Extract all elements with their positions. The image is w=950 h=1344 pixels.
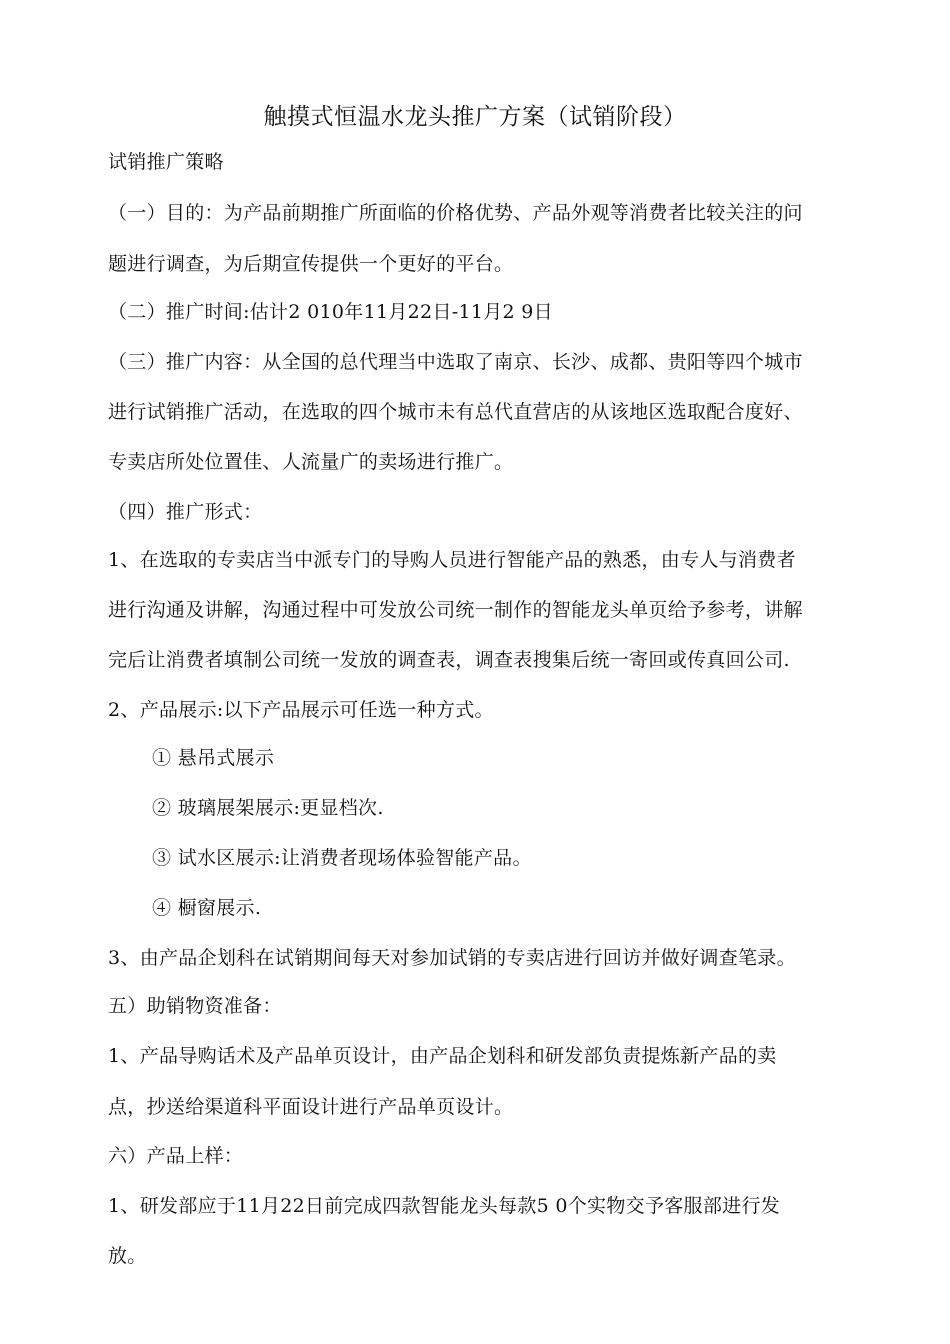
document-title: 触摸式恒温水龙头推广方案（试销阶段） [263,104,687,130]
paragraph-line: 完后让消费者填制公司统一发放的调查表，调查表搜集后统一寄回或传真回公司. [108,649,790,671]
paragraph-line: （一）目的：为产品前期推广所面临的价格优势、产品外观等消费者比较关注的问 [108,202,803,224]
paragraph-line: 进行沟通及讲解，沟通过程中可发放公司统一制作的智能龙头单页给予参考，讲解 [108,599,803,621]
paragraph-line: （四）推广形式： [108,501,263,523]
paragraph-line: 六）产品上样： [108,1145,244,1167]
list-item: ① 悬吊式展示 [152,747,275,769]
paragraph-line: 1、研发部应于11月22日前完成四款智能龙头每款5 0个实物交予客服部进行发 [108,1195,781,1217]
paragraph-line: 1、产品导购话术及产品单页设计，由产品企划科和研发部负责提炼新产品的卖 [108,1045,777,1067]
paragraph-line: 专卖店所处位置佳、人流量广的卖场进行推广。 [108,451,514,473]
paragraph-line: （三）推广内容：从全国的总代理当中选取了南京、长沙、成都、贵阳等四个城市 [108,351,803,373]
list-item: ② 玻璃展架展示:更显档次. [152,797,384,819]
paragraph-line: （二）推广时间:估计2 010年11月22日-11月2 9日 [108,301,553,323]
paragraph-line: 五）助销物资准备： [108,995,282,1017]
paragraph-line: 题进行调查，为后期宣传提供一个更好的平台。 [108,253,514,275]
section-heading: 试销推广策略 [108,151,224,173]
paragraph-line: 1、在选取的专卖店当中派专门的导购人员进行智能产品的熟悉，由专人与消费者 [108,549,796,571]
paragraph-line: 2、产品展示:以下产品展示可任选一种方式。 [108,699,494,721]
paragraph-line: 点，抄送给渠道科平面设计进行产品单页设计。 [108,1096,514,1118]
paragraph-line: 进行试销推广活动，在选取的四个城市未有总代直营店的从该地区选取配合度好、 [108,401,803,423]
paragraph-line: 3、由产品企划科在试销期间每天对参加试销的专卖店进行回访并做好调查笔录。 [108,947,796,969]
paragraph-line: 放。 [108,1245,147,1267]
list-item: ③ 试水区展示:让消费者现场体验智能产品。 [152,847,532,869]
list-item: ④ 橱窗展示. [152,897,262,919]
